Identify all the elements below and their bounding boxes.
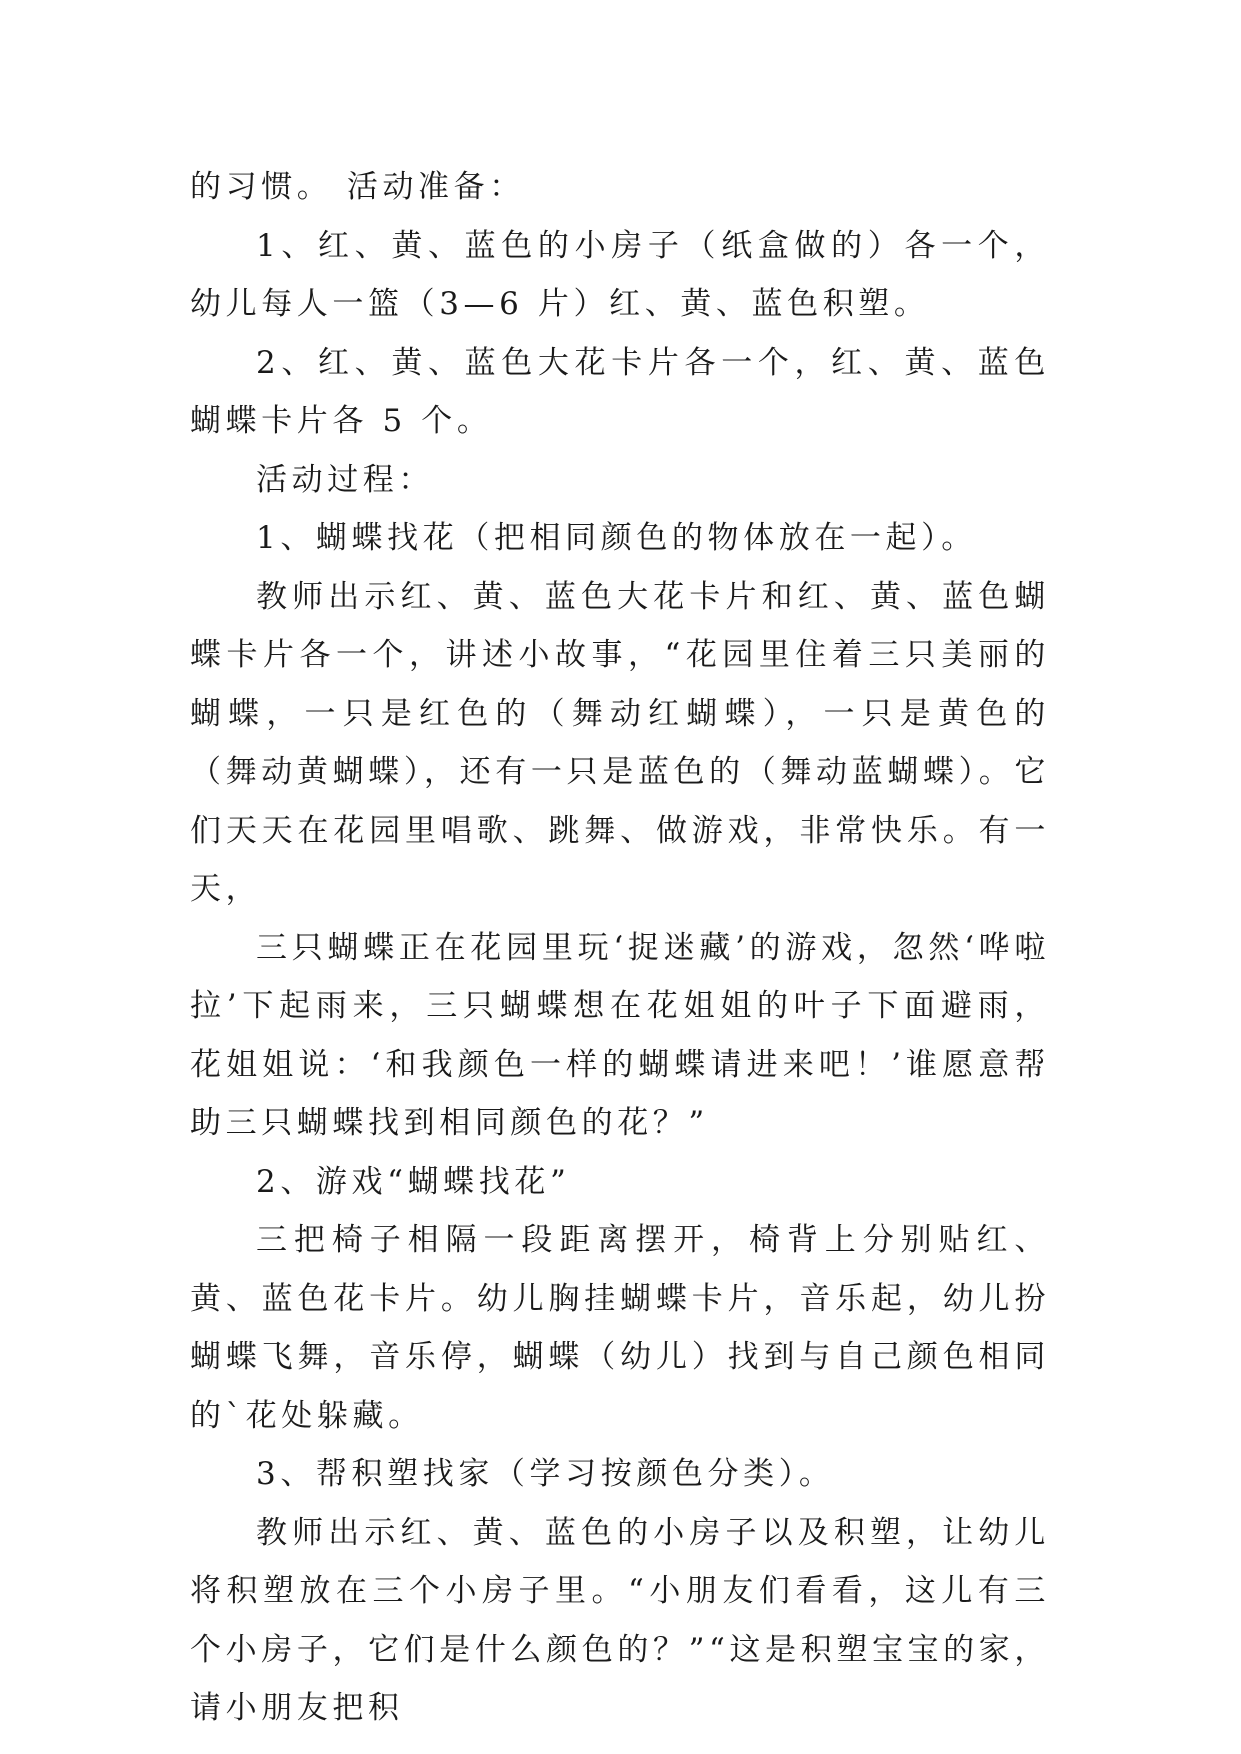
paragraph: 3、帮积塑找家（学习按颜色分类）。 [256, 1456, 835, 1492]
paragraph: 活动过程： [256, 461, 434, 498]
document-body [190, 158, 1050, 1738]
paragraph: 的习惯。 活动准备： [190, 169, 525, 205]
paragraph: 教师出示红、黄、蓝色的小房子以及积塑，让幼儿将积塑放在三个小房子里。“小朋友们看看，这儿有三个小房子，它们是什么颜色的？”“这是积塑宝宝的家，请小朋友把积 [190, 1514, 1050, 1726]
paragraph: 2、游戏“蝴蝶找花” [256, 1163, 571, 1200]
paragraph: 教师出示红、黄、蓝色大花卡片和红、黄、蓝色蝴蝶卡片各一个，讲述小故事，“花园里住着三只美丽的蝴蝶，一只是红色的（舞动红蝴蝶），一只是黄色的（舞动黄蝴蝶），还有一只是蓝色的（舞动蓝蝴蝶）。它们天天在花园里唱歌、跳舞、做游戏，非常快乐。有一天， [190, 578, 1050, 907]
paragraph: 三把椅子相隔一段距离摆开，椅背上分别贴红、黄、蓝色花卡片。幼儿胸挂蝴蝶卡片，音乐起，幼儿扮蝴蝶飞舞，音乐停，蝴蝶（幼儿）找到与自己颜色相同的`花处躲藏。 [190, 1222, 1050, 1434]
paragraph: 1、红、黄、蓝色的小房子（纸盒做的）各一个，幼儿每人一篮（3—6 片）红、黄、蓝色积塑。 [190, 227, 1050, 322]
paragraph: 2、红、黄、蓝色大花卡片各一个，红、黄、蓝色蝴蝶卡片各 5 个。 [190, 344, 1050, 439]
paragraph: 1、蝴蝶找花（把相同颜色的物体放在一起）。 [256, 520, 977, 556]
paragraph: 三只蝴蝶正在花园里玩‘捉迷藏’的游戏，忽然‘哗啦拉’下起雨来，三只蝴蝶想在花姐姐的叶子下面避雨，花姐姐说：‘和我颜色一样的蝴蝶请进来吧！’谁愿意帮助三只蝴蝶找到相同颜色的花？” [190, 929, 1050, 1141]
